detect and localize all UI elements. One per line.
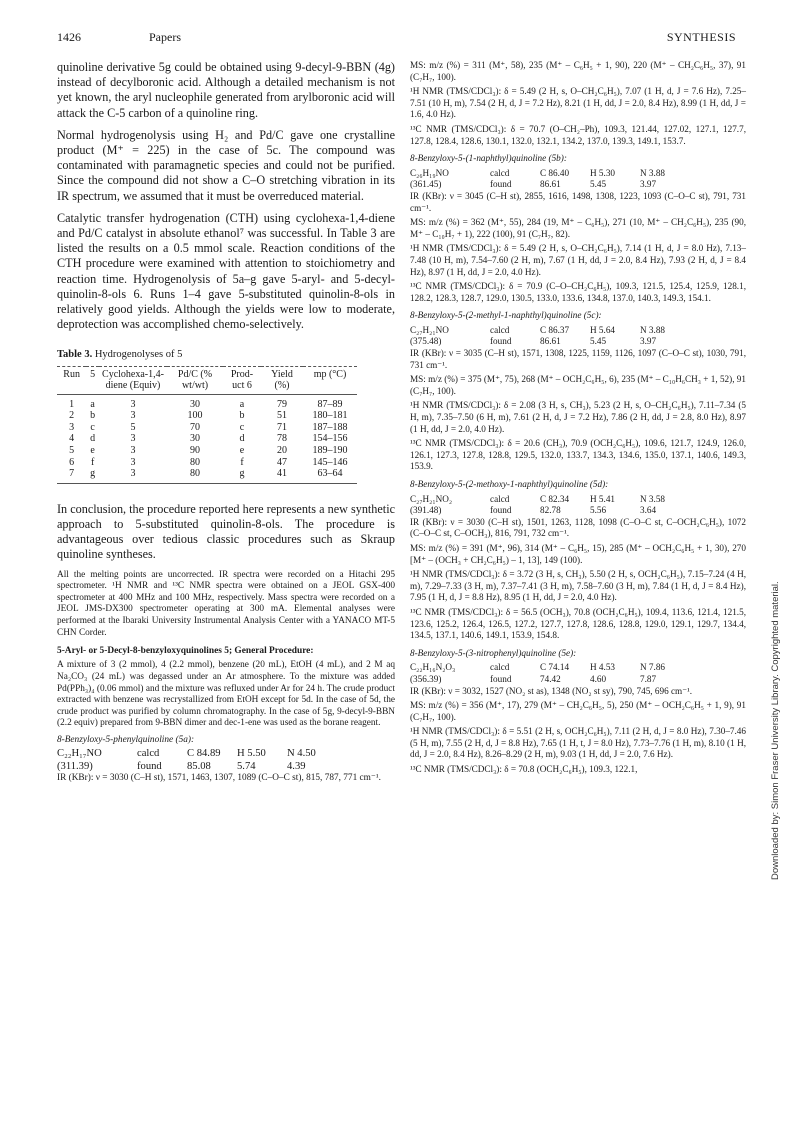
hydrogenolysis-table: [57, 366, 357, 484]
download-watermark: Downloaded by: Simon Fraser University Library. Copyrighted material.: [770, 581, 781, 880]
table-cell: 3: [130, 410, 136, 422]
ms-5c: MS: m/z (%) = 375 (M⁺, 75), 268 (M⁺ – OCH₂C₆H₅, 6), 235 (M⁺ – C₁₀H₆CH₃ + 1, 52), 91 (C₇H₇, 100).: [410, 374, 746, 396]
journal-name: SYNTHESIS: [666, 30, 736, 44]
table-row: [57, 422, 357, 434]
analysis-5c: C₂₇H₂₁NO calcd C 86.37 H 5.64 N 3.88 (375.48) found 86.61 5.45 3.97: [410, 324, 666, 347]
c-nmr-5a: ¹³C NMR (TMS/CDCl₃): δ = 70.7 (O–CH₂–Ph), 109.3, 121.44, 127.02, 127.1, 127.7, 127.8, 128.4, 128.6, 130.1, 132.0, 132.1, 134.2, 137.0, 139.3, 149.1, 153.7.: [410, 123, 746, 146]
table-row: [57, 457, 357, 469]
ir-5d: IR (KBr): ν = 3030 (C–H st), 1501, 1263, 1128, 1098 (C–O–C st, C–OCH₂C₆H₅), 1072 (C–O–C st, C–OCH₃), 816, 791, 732 cm⁻¹.: [410, 516, 746, 539]
ms-5e: MS: m/z (%) = 356 (M⁺, 17), 279 (M⁺ – CH₂C₆H₅, 5), 250 (M⁺ – OCH₂C₆H₅ + 1, 9), 91 (C₇H₇, 100).: [410, 700, 746, 722]
ms-5a: MS: m/z (%) = 311 (M⁺, 58), 235 (M⁺ – C₆H₅ + 1, 90), 220 (M⁺ – CH₂C₆H₅, 37), 91 (C₇H₇, 100).: [410, 60, 746, 82]
h-nmr-5b: ¹H NMR (TMS/CDCl₃): δ = 5.49 (2 H, s, O–CH₂C₆H₅), 7.14 (1 H, d, J = 8.0 Hz), 7.13–7.48 (10 H, m), 7.54–7.60 (2 H, m), 7.67 (1 H, dd, J = 2.0, 8.4 Hz), 7.93 (2 H, d, J = 8.4 Hz), 8.97 (1 H, dd, J = 2.0, 4.0 Hz).: [410, 243, 746, 277]
page-number: 1426: [57, 30, 81, 44]
page-header: [57, 30, 736, 48]
table-cell: 4: [69, 433, 75, 445]
compound-title-5a: 8-Benzyloxy-5-phenylquinoline (5a):: [57, 734, 195, 745]
table-cell: 20: [277, 445, 287, 457]
analysis-5a: C₂₂H₁₇NO calcd C 84.89 H 5.50 N 4.50 (311.39) found 85.08 5.74 4.39: [57, 747, 316, 772]
ir-5e: IR (KBr): ν = 3032, 1527 (NO₂ st as), 1348 (NO₂ st sy), 790, 745, 696 cm⁻¹.: [410, 685, 693, 696]
paragraph-conclusion: In conclusion, the procedure reported here represents a new synthetic approach to 5-substituted quinolin-8-ols. The procedure is advantageous over tedious classic procedures such as Skraup quinoline syntheses.: [57, 501, 395, 562]
table-cell: b: [90, 410, 96, 422]
ir-5c: IR (KBr): ν = 3035 (C–H st), 1571, 1308, 1225, 1159, 1126, 1097 (C–O–C st), 1030, 791, 731 cm⁻¹.: [410, 348, 746, 370]
compound-title-5e: 8-Benzyloxy-5-(3-nitrophenyl)quinoline (5e):: [410, 647, 577, 658]
table-header: Pd/C (% wt/wt): [167, 366, 223, 394]
table-header: Yield (%): [261, 366, 303, 394]
table-cell: 79: [277, 398, 287, 410]
table-cell: 3: [69, 421, 75, 433]
procedure-heading: 5-Aryl- or 5-Decyl-8-benzyloxyquinolines 5; General Procedure:: [57, 646, 314, 657]
table-cell: 3: [130, 433, 136, 445]
table-row: [57, 394, 357, 410]
table-cell: 87–89: [317, 398, 343, 410]
analysis-5e: C₂₂H₁₆N₂O₃ calcd C 74.14 H 4.53 N 7.86 (356.39) found 74.42 4.60 7.87: [410, 662, 666, 684]
table-cell: 3: [99, 468, 167, 483]
table-row: [57, 410, 357, 422]
table-cell: 180–181: [312, 410, 348, 422]
table-row: [57, 468, 357, 483]
table-cell: 80: [190, 456, 200, 468]
table-row: [57, 445, 357, 457]
table-cell: a: [239, 398, 245, 410]
table-cell: b: [239, 410, 245, 422]
table-row: [57, 433, 357, 445]
table-cell: e: [90, 445, 95, 457]
table-cell: 187–188: [312, 421, 348, 433]
table-cell: 78: [277, 433, 287, 445]
table-cell: c: [239, 421, 245, 433]
table-cell: 71: [277, 421, 287, 433]
table-header: 5: [86, 366, 99, 394]
table-cell: d: [239, 433, 245, 445]
table-cell: a: [90, 398, 95, 410]
table-cell: 30: [190, 433, 200, 445]
table-cell: 5: [69, 445, 75, 457]
paragraph-hydrogenolysis: Normal hydrogenolysis using H₂ and Pd/C gave one crystalline product (M⁺ = 225) in the case of 5c. The compound was contaminated with paramagnetic species and could not be purified. Since the compound did not show a C–O stretching vibration in its IR spectrum, we assumed that it must be overreduced material.: [57, 127, 395, 203]
table-header: Prod-uct 6: [223, 366, 261, 394]
table-cell: 30: [190, 398, 200, 410]
table-cell: 145–146: [312, 456, 348, 468]
analysis-5d: C₂₇H₂₁NO₂ calcd C 82.34 H 5.41 N 3.58 (391.48) found 82.78 5.56 3.64: [410, 493, 666, 516]
analysis-5b: C₂₆H₁₉NO calcd C 86.40 H 5.30 N 3.88 (361.45) found 86.61 5.45 3.97: [410, 167, 666, 190]
paragraph-cth: Catalytic transfer hydrogenation (CTH) using cyclohexa-1,4-diene and Pd/C catalyst in absolute ethanol⁷ was successful. In Table 3 are listed the results on a 0.5 mmol scale. Reaction conditions of the CTH procedure were examined with attention to stoichiometry and reaction time. Hydrogenolysis of 5a–g gave 5-aryl- and 5-decyl-quinolin-8-ols 6. Runs 1–4 gave 5-substituted quinolin-8-ols in relatively good yields. Although the yields were low to moderate, deprotection was accomplished chemo-selectively.: [57, 210, 395, 332]
table-cell: 3: [130, 398, 136, 410]
table-cell: g: [223, 468, 261, 483]
table-cell: 7: [57, 468, 86, 483]
h-nmr-5c: ¹H NMR (TMS/CDCl₃): δ = 2.08 (3 H, s, CH₃), 5.23 (2 H, s, O–CH₂C₆H₅), 7.11–7.34 (5 H, m), 7.35–7.50 (6 H, m), 7.61 (2 H, d, J = 7.2 Hz), 7.86 (2 H, dd, J = 2.8, 8.0 Hz), 8.97 (1 H, dd, J = 2.0, 4.0 Hz).: [410, 400, 746, 434]
table-cell: e: [239, 445, 245, 457]
ms-5b: MS: m/z (%) = 362 (M⁺, 55), 284 (19, M⁺ – C₆H₅), 271 (10, M⁺ – CH₂C₆H₅), 235 (90, M⁺ – C₁₀H₇ + 1), 222 (100), 91 (C₇H₇, 82).: [410, 217, 746, 239]
compound-title-5c: 8-Benzyloxy-5-(2-methyl-1-naphthyl)quinoline (5c):: [410, 310, 602, 321]
ir-5b: IR (KBr): ν = 3045 (C–H st), 2855, 1616, 1498, 1308, 1223, 1093 (C–O–C st), 791, 731 cm⁻¹.: [410, 190, 746, 213]
table-cell: 154–156: [312, 433, 348, 445]
table-cell: 63–64: [303, 468, 357, 483]
table-cell: 5: [130, 421, 136, 433]
table-cell: f: [90, 456, 95, 468]
table-cell: 6: [69, 456, 75, 468]
c-nmr-5c: ¹³C NMR (TMS/CDCl₃): δ = 20.6 (CH₃), 70.9 (OCH₂C₆H₅), 109.6, 121.7, 124.9, 126.0, 126.1, 127.3, 127.8, 128.8, 129.5, 132.0, 133.7, 134.3, 134.6, 135.0, 137.1, 140.6, 149.3, 153.9.: [410, 438, 746, 472]
table-cell: 189–190: [312, 445, 348, 457]
table-caption: Table 3. Hydrogenolyses of 5: [57, 349, 183, 361]
table-cell: 1: [69, 398, 75, 410]
c-nmr-5b: ¹³C NMR (TMS/CDCl₃): δ = 70.9 (C–O–CH₂C₆H₅), 109.3, 121.5, 125.4, 125.9, 128.1, 128.2, 128.3, 128.7, 129.0, 130.5, 133.0, 133.6, 134.8, 137.0, 140.3, 149.3, 154.1.: [410, 281, 746, 303]
compound-title-5b: 8-Benzyloxy-5-(1-naphthyl)quinoline (5b):: [410, 153, 567, 164]
table-header: mp (°C): [303, 366, 357, 394]
ms-5d: MS: m/z (%) = 391 (M⁺, 96), 314 (M⁺ – C₆H₅, 15), 285 (M⁺ – OCH₂C₆H₅ + 1, 30), 270 [M⁺ – (OCH₃ + CH₂C₆H₅) – 1, 13], 149 (100).: [410, 542, 746, 565]
paragraph-mechanism: quinoline derivative 5g could be obtained using 9-decyl-9-BBN (4g) instead of decylboronic acid. Although a detailed mechanism is not yet known, the aryl nucleophile generated from arylboronic acid will attack the C-5 carbon of a quinoline ring.: [57, 60, 395, 120]
table-cell: 47: [277, 456, 287, 468]
h-nmr-5d: ¹H NMR (TMS/CDCl₃): δ = 3.72 (3 H, s, CH₃), 5.50 (2 H, s, OCH₂C₆H₅), 7.15–7.24 (4 H, m), 7.29–7.33 (3 H, m), 7.37–7.41 (3 H, m), 7.58–7.60 (3 H, m), 7.84 (1 H, d, J = 8.4 Hz), 7.95 (1 H, d, J = 8.8 Hz), 8.95 (1 H, dd, J = 2.0, 4.0 Hz).: [410, 569, 746, 603]
table-cell: 3: [130, 456, 136, 468]
table-cell: 41: [261, 468, 303, 483]
table-cell: 3: [130, 445, 136, 457]
ir-5a: IR (KBr): ν = 3030 (C–H st), 1571, 1463, 1307, 1089 (C–O–C st), 815, 787, 771 cm⁻¹.: [57, 772, 381, 783]
h-nmr-5a: ¹H NMR (TMS/CDCl₃): δ = 5.49 (2 H, s, O–CH₂C₆H₅), 7.07 (1 H, d, J = 7.6 Hz), 7.25–7.51 (10 H, m), 7.54 (2 H, d, J = 7.2 Hz), 8.21 (1 H, dd, J = 2.0, 8.4 Hz), 8.99 (1 H, dd, J = 1.6, 4.0 Hz).: [410, 86, 746, 120]
table-cell: 90: [190, 445, 200, 457]
c-nmr-5e: ¹³C NMR (TMS/CDCl₃): δ = 70.8 (OCH₂C₆H₅), 109.3, 122.1,: [410, 764, 638, 775]
paragraph-procedure: A mixture of 3 (2 mmol), 4 (2.2 mmol), benzene (20 mL), EtOH (4 mL), and 2 M aq Na₂CO₃ (24 mL) was degassed under an Ar atmosphere. To the mixture was added Pd(PPh₃)₄ (0.06 mmol) and the mixture was refluxed under Ar for 24 h. The crude product extracted with benzene was recrystallized from EtOH except for 5d. In the case of 5d, the crude product was purified by column chromatography. In the case of 5g, 9-decyl-9-BBN (2.2 equiv) prepared from 9-BBN dimer and dec-1-ene was used as the borane reagent.: [57, 660, 395, 729]
table-cell: f: [240, 456, 244, 468]
table-cell: 70: [190, 421, 200, 433]
paragraph-experimental: All the melting points are uncorrected. IR spectra were recorded on a Hitachi 295 spectrometer. ¹H NMR and ¹³C NMR spectra were obtained on a JEOL GSX-400 spectrometer at 400 MHz and 100 MHz, respectively. Mass spectra were recorded on a JEOL JMS-DX300 spectrometer operating at 300 mA. Elemental analyses were performed at the Ibaraki University Instrumental Analysis Center with a YANACO MT-5 CHN Corder.: [57, 569, 395, 638]
table-cell: c: [90, 421, 95, 433]
table-cell: 100: [187, 410, 203, 422]
table-cell: d: [90, 433, 96, 445]
left-column: [57, 60, 395, 790]
section-label: Papers: [149, 30, 181, 44]
h-nmr-5e: ¹H NMR (TMS/CDCl₃): δ = 5.51 (2 H, s, OCH₂C₆H₅), 7.11 (2 H, d, J = 8.0 Hz), 7.30–7.46 (5 H, m), 7.55 (2 H, d, J = 8.8 Hz), 7.65 (1 H, t, J = 8.0 Hz), 7.73–7.76 (1 H, m), 8.10 (1 H, dd, J = 2.0, 8.4 Hz), 8.26–8.29 (2 H, m), 9.03 (1 H, dd, J = 2.0, 7.6 Hz).: [410, 726, 746, 760]
table-header: Run: [57, 366, 86, 394]
compound-title-5d: 8-Benzyloxy-5-(2-methoxy-1-naphthyl)quinoline (5d):: [410, 479, 609, 489]
table-cell: 51: [277, 410, 287, 422]
table-cell: 80: [167, 468, 223, 483]
c-nmr-5d: ¹³C NMR (TMS/CDCl₃): δ = 56.5 (OCH₃), 70.8 (OCH₂C₆H₅), 109.4, 113.6, 121.4, 121.5, 123.6, 125.2, 126.4, 126.5, 127.2, 127.7, 127.8, 128.6, 128.8, 129.0, 129.1, 129.7, 134.4, 134.5, 137.1, 140.6, 149.1, 153.9, 154.8.: [410, 606, 746, 641]
table-header: Cyclohexa-1,4-diene (Equiv): [99, 366, 167, 394]
table-cell: g: [86, 468, 99, 483]
right-column: [410, 60, 746, 779]
table-cell: 2: [69, 410, 75, 422]
